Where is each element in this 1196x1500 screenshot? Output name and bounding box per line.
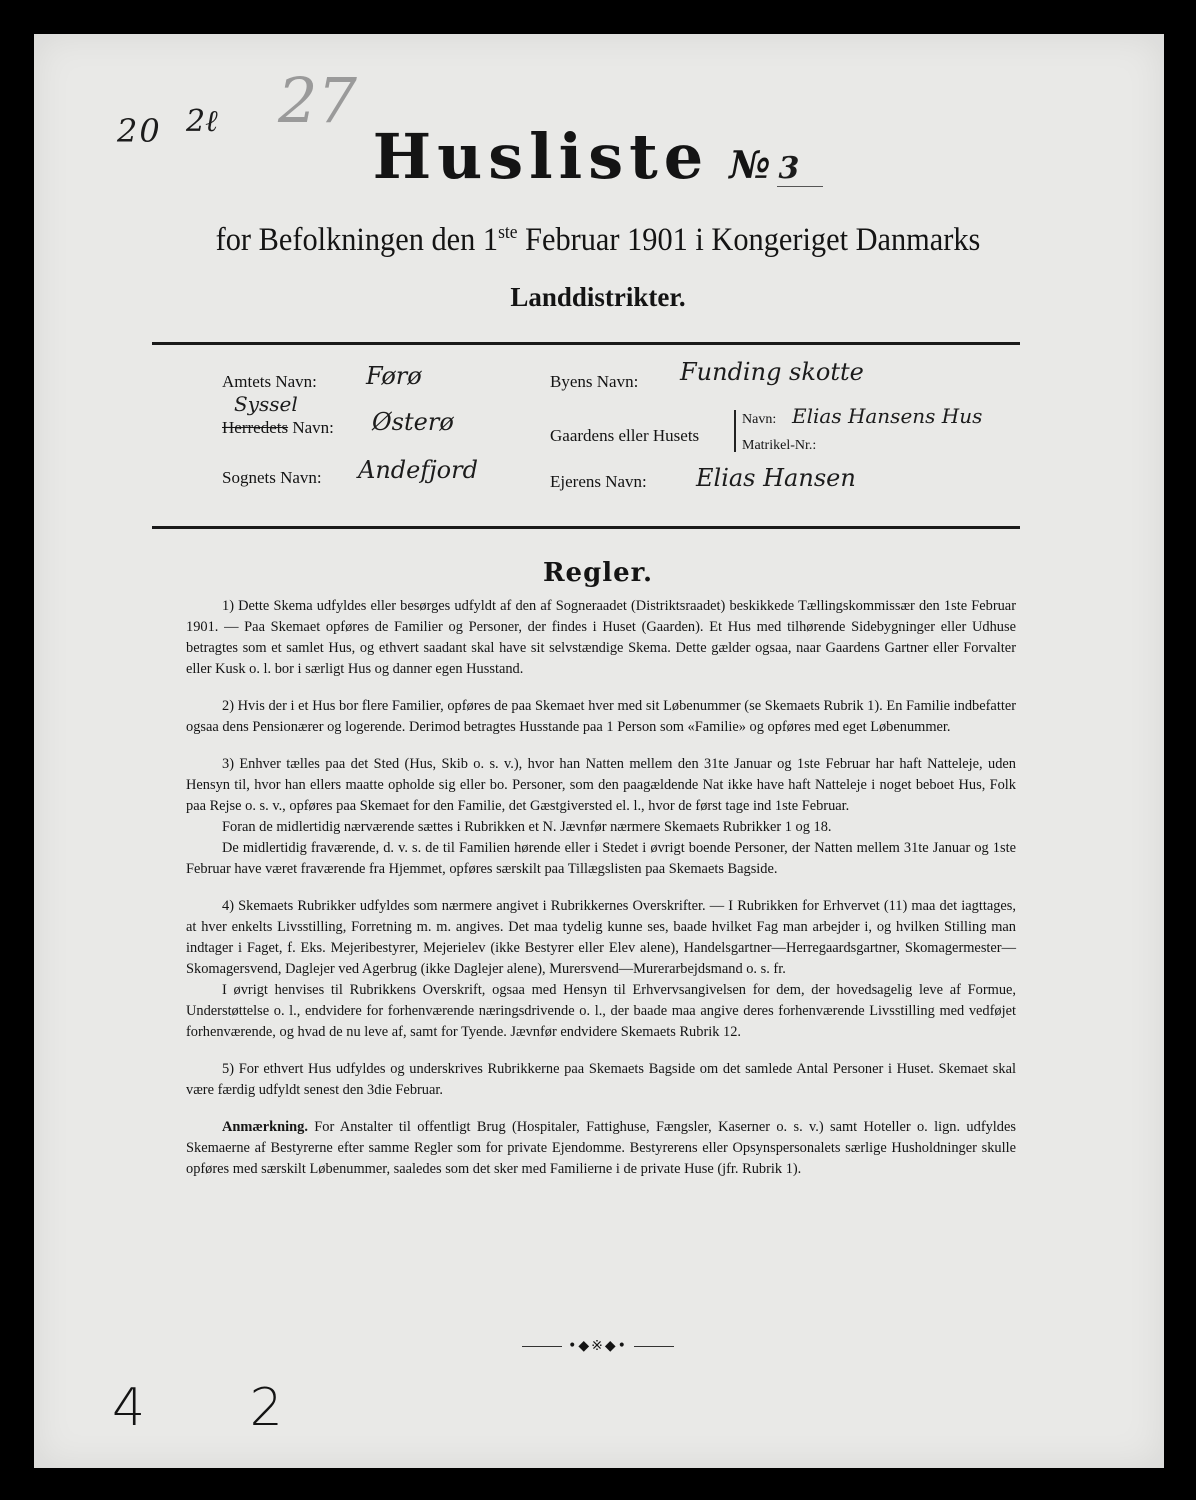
note-label: Anmærkning. — [222, 1119, 308, 1135]
rule-5: 5) For ethvert Hus udfyldes og underskrives Rubrikkerne paa Skemaets Bagside om det samlede Antal Personer i Huset. Skemaet skal være færdig udfyldt senest den 3die Februar. — [186, 1061, 1016, 1098]
rule-3c: De midlertidig fraværende, d. v. s. de til Familien hørende eller i Stedet i øvrigt boende Personer, der Natten mellem 31te Januar og 1ste Februar have været fraværende fra Hjemmet, opføres særskilt paa Tillægslisten paa Skemaets Bagside. — [186, 840, 1016, 877]
herred-label: Herredets Navn: — [222, 418, 334, 437]
divider-bottom — [152, 526, 1020, 529]
form-district-type: Landdistrikter. — [510, 282, 686, 312]
by-label: Byens Navn: — [550, 372, 639, 391]
rule-4b: I øvrigt henvises til Rubrikkens Overskrift, ogsaa med Hensyn til Erhvervsangivelsen for dem, der hovedsagelig leve af Formue, Understøttelse o. l., endvidere for forhenværende næringsdrivende o. l., der baade maa angive deres forhenværende Livsstilling med vedføjet forhenværende, og hvad de nu leve af, samt for Tyende. Jævnfør endvidere Skemaets Rubrik 12. — [186, 982, 1016, 1040]
rule-4a: 4) Skemaets Rubrikker udfyldes som nærmere angivet i Rubrikkernes Overskrifter. — I Rubrikken for Erhvervet (11) maa det iagttages, at hver enkelts Livsstilling, Forretning m. m. angives. Det maa tydelig kunne ses, baade hvilket Fag man arbejder i, og hvilken Stilling man indtager i Faget, f. Eks. Mejeribestyrer, Mejerielev (ikke Bestyrer eller Elev alene), Handelsgartner—Herregaardsgartner, Skomagermester—Skomagersvend, Daglejer ved Agerbrug (ikke Daglejer alene), Murersvend—Murerarbejdsmand o. s. fr. — [186, 898, 1016, 977]
rule-1: 1) Dette Skema udfyldes eller besørges udfyldt af den af Sogneraadet (Distriktsraadet) beskikkede Tællingskommissær den 1ste Februar 1901. — Paa Skemaet opføres de Familier og Personer, der findes i Huset (Gaarden). Et Hus med tilhørende Sidebygninger eller Udhuse betragtes som et samlet Hus, og ethvert saadant skal have sit selvstændige Skema. Dette gælder ogsaa, naar Gaardens Gartner eller Forvalter eller Kusk o. l. bor i særligt Hus og danner egen Husstand. — [186, 598, 1016, 677]
syssel-handwritten: Syssel — [234, 392, 298, 416]
corner-archive-number: 20 — [117, 112, 162, 150]
gaard-navn-value: Elias Hansens Hus — [792, 404, 983, 428]
amt-value: Førø — [366, 362, 422, 390]
rules-heading: Regler. — [542, 558, 654, 588]
ejer-value: Elias Hansen — [696, 464, 856, 492]
rules-body — [186, 596, 1016, 1196]
rule-3a: 3) Enhver tælles paa det Sted (Hus, Skib o. s. v.), hvor han Natten mellem den 31te Januar og 1ste Februar har haft Natteleje, uden Hensyn til, hvor han ellers maatte opholde sig eller bo. Personer, som den paagældende Nat ikke have haft Natteleje i noget beboet Hus, Folk paa Rejse o. s. v., opføres paa Skemaet for den Familie, det Gæstgiversted el. l., hvor de først tage ind 1ste Februar. — [186, 756, 1016, 814]
rule-2: 2) Hvis der i et Hus bor flere Familier, opføres de paa Skemaet hver med sit Løbenummer (se Skemaets Rubrik 1). En Familie indbefatter ogsaa dens Pensionærer og logerende. Derimod betragtes Husstande paa 1 Person som «Familie» og opføres med eget Løbenummer. — [186, 698, 1016, 735]
sogn-label: Sognets Navn: — [222, 468, 322, 487]
rule-3b: Foran de midlertidig nærværende sættes i Rubrikken et N. Jævnfør nærmere Skemaets Rubrikker 1 og 18. — [222, 819, 832, 835]
number-sign: № — [729, 142, 771, 187]
herred-value: Østerø — [372, 408, 454, 436]
form-title — [0, 120, 1196, 193]
gaard-bracket — [734, 410, 736, 452]
amt-label: Amtets Navn: — [222, 372, 317, 391]
note — [186, 1117, 1016, 1180]
pencil-annotation: 27 — [278, 64, 357, 137]
gaard-navn-label: Navn: — [742, 412, 777, 427]
title-text: Husliste — [372, 120, 710, 193]
list-number: 3 — [777, 151, 824, 187]
by-value: Funding skotte — [680, 358, 864, 386]
form-subtitle: for Befolkningen den 1ste Februar 1901 i Kongeriget Danmarks — [215, 222, 981, 258]
ejer-label: Ejerens Navn: — [550, 472, 647, 491]
corner-archive-number-2: 2ℓ — [186, 104, 218, 139]
matrikel-label: Matrikel-Nr.: — [742, 438, 817, 453]
bottom-page-number: 4 2 — [112, 1378, 327, 1438]
sogn-value: Andefjord — [358, 456, 478, 484]
gaard-label: Gaardens eller Husets — [550, 426, 700, 445]
divider-top — [152, 342, 1020, 345]
ornament-divider: •◆※◆• — [0, 1338, 1196, 1354]
note-text: For Anstalter til offentligt Brug (Hospitaler, Fattighuse, Fængsler, Kaserner o. s. v.) samt Hoteller o. lign. udfyldes Skemaerne af Bestyrerne efter samme Regler som for private Ejendomme. Bestyrerens eller Opsynspersonalets særlige Husholdninger skulle opføres med særskilt Løbenummer, saaledes som det sker med Familierne i de private Huse (jfr. Rubrik 1). — [186, 1119, 1016, 1177]
